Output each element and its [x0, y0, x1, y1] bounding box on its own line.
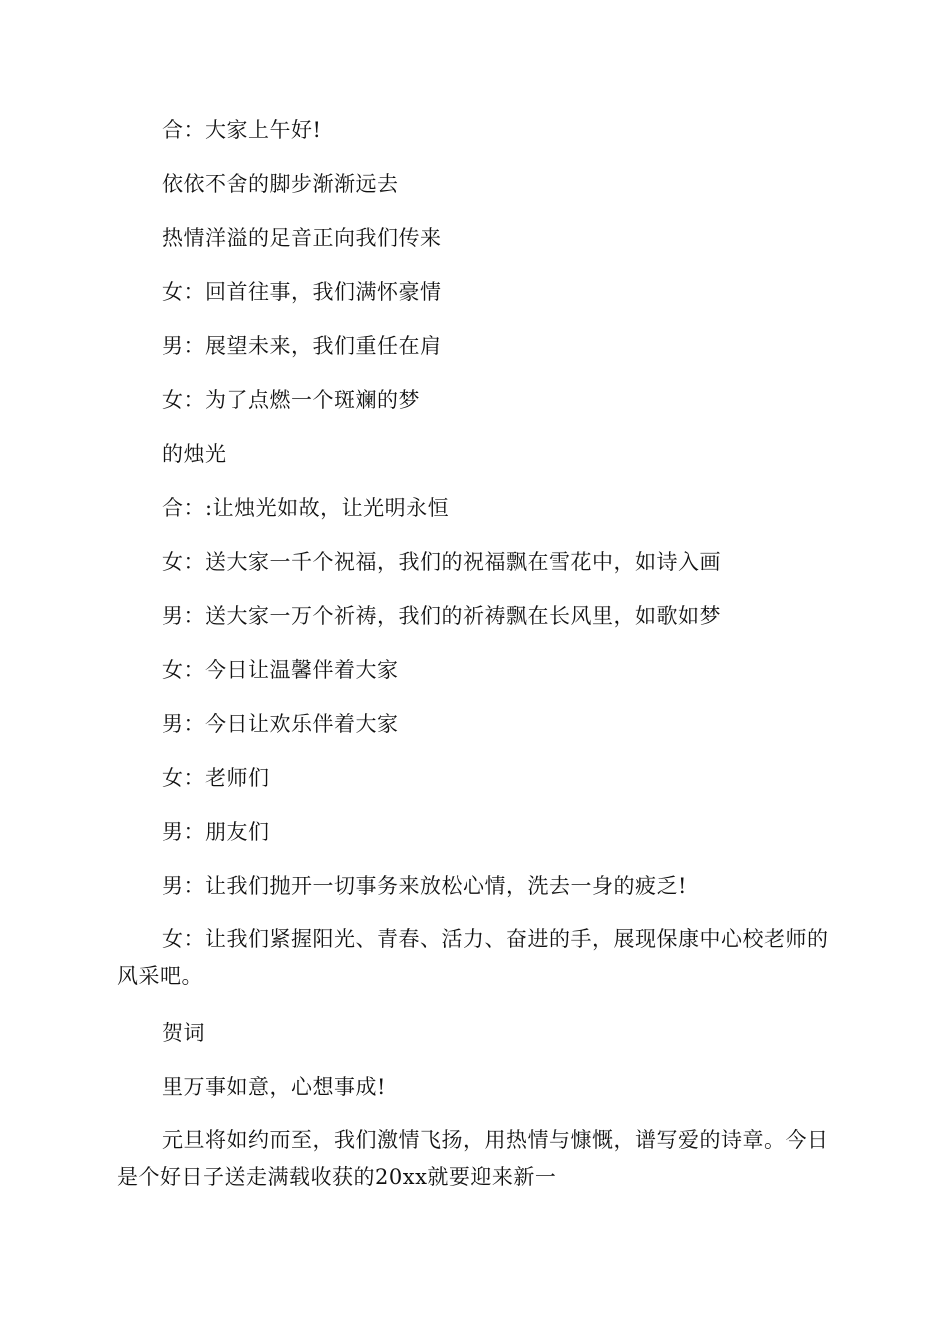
section-heading: 贺词 [162, 1021, 205, 1045]
script-line: 合：大家上午好! [162, 118, 322, 142]
script-line: 男：朋友们 [162, 820, 270, 844]
paragraph-new-year: 元旦将如约而至，我们激情飞扬，用热情与慷慨，谱写爱的诗章。今日是个好日子送走满载收获的20xx就要迎来新一 [117, 1128, 829, 1189]
wishes-line: 里万事如意，心想事成! [162, 1075, 386, 1099]
script-line: 热情洋溢的足音正向我们传来 [162, 226, 442, 250]
script-line: 男：展望未来，我们重任在肩 [162, 334, 442, 358]
script-line: 女：送大家一千个祝福，我们的祝福飘在雪花中，如诗入画 [162, 550, 721, 574]
script-line: 男：送大家一万个祈祷，我们的祈祷飘在长风里，如歌如梦 [162, 604, 721, 628]
script-line: 女：今日让温馨伴着大家 [162, 658, 399, 682]
script-line: 女：为了点燃一个斑斓的梦 [162, 388, 420, 412]
script-line: 男：让我们抛开一切事务来放松心情，洗去一身的疲乏! [162, 874, 687, 898]
script-line: 依依不舍的脚步渐渐远去 [162, 172, 399, 196]
script-line: 男：今日让欢乐伴着大家 [162, 712, 399, 736]
script-line: 女：老师们 [162, 766, 270, 790]
script-line: 的烛光 [162, 442, 227, 466]
script-line: 合：:让烛光如故，让光明永恒 [162, 496, 450, 520]
script-line: 女：回首往事，我们满怀豪情 [162, 280, 442, 304]
paragraph-teachers: 女：让我们紧握阳光、青春、活力、奋进的手，展现保康中心校老师的风采吧。 [117, 927, 829, 988]
